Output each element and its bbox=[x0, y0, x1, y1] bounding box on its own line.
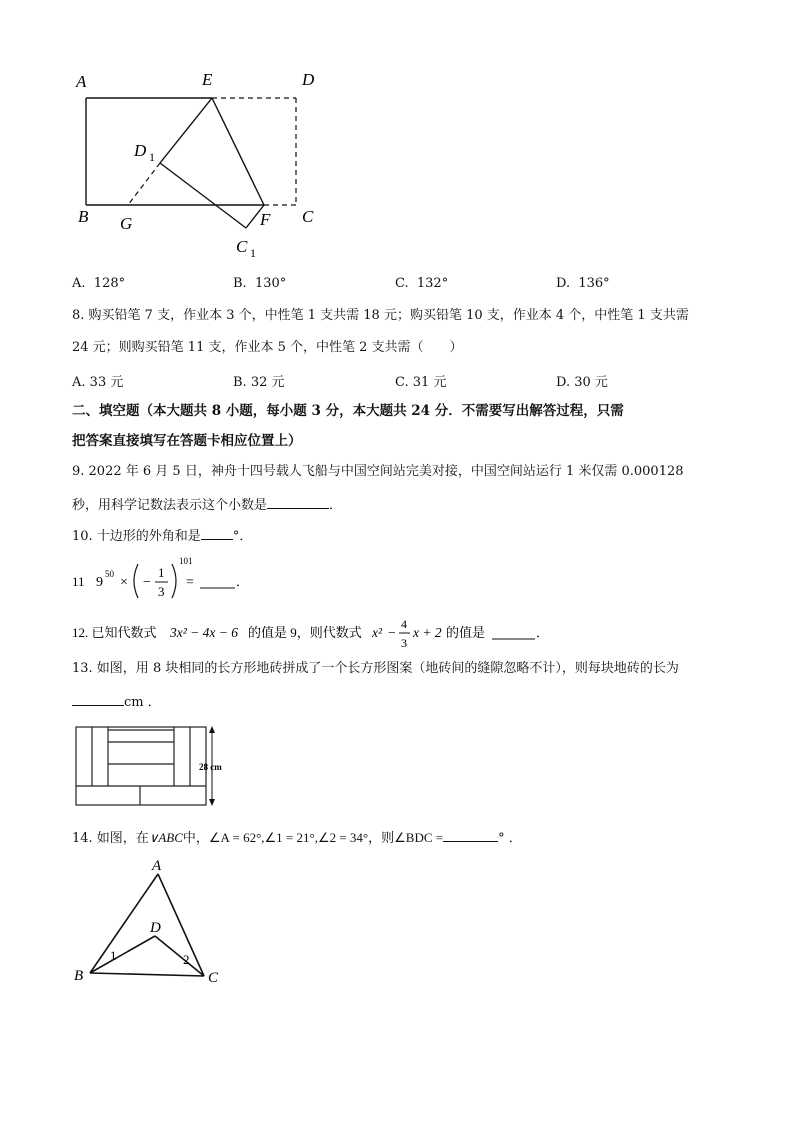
q10-line: 10. 十边形的外角和是 °． bbox=[72, 529, 253, 544]
dashed-d1g bbox=[128, 163, 160, 205]
section2-heading-line1: 二、填空题（本大题共 8 小题，每小题 3 分，本大题共 24 分．不需要写出解答过程，只需 bbox=[72, 403, 624, 419]
q8-option-c: C. 31 元 bbox=[395, 375, 447, 390]
label-angle-2: 2 bbox=[183, 952, 190, 967]
q11-minus: − bbox=[143, 575, 151, 590]
q11-base: 9 bbox=[96, 575, 103, 590]
q12-end: ． bbox=[536, 625, 550, 640]
figure-folded-rectangle bbox=[70, 65, 340, 265]
label-B: B bbox=[74, 968, 84, 984]
label-C1: C bbox=[236, 237, 248, 256]
label-C1-sub: 1 bbox=[250, 246, 256, 260]
edge-ac bbox=[158, 874, 204, 976]
label-D: D bbox=[302, 70, 315, 89]
q12-expr1: 3x² − 4x − 6 bbox=[170, 625, 239, 640]
edge-ef bbox=[212, 98, 264, 205]
q12-mid: 的值是 9，则代数式 bbox=[248, 625, 362, 640]
q11-frac-num: 1 bbox=[158, 565, 165, 580]
label-C: C bbox=[208, 970, 219, 986]
q8-option-d: D. 30 元 bbox=[556, 375, 608, 390]
q7-option-b: B. 130° bbox=[233, 276, 287, 291]
q12-minus: − bbox=[388, 625, 396, 640]
q11-left-paren bbox=[134, 564, 138, 598]
q12-line bbox=[70, 610, 570, 656]
q12-tail: x + 2 bbox=[413, 625, 442, 640]
q7-option-d: D. 136° bbox=[556, 276, 610, 291]
label-B: B bbox=[78, 207, 89, 226]
tile-outer bbox=[76, 727, 206, 805]
label-D1-sub: 1 bbox=[149, 150, 155, 164]
q14-answer-blank bbox=[443, 829, 498, 842]
edge-d1c1 bbox=[160, 163, 246, 228]
edge-ed1 bbox=[160, 98, 212, 163]
q11-number: 11 bbox=[72, 574, 85, 589]
q11-eq: = bbox=[186, 575, 194, 590]
q7-option-a: A. 128° bbox=[72, 276, 126, 291]
q14-line: 14. 如图，在∨ABC中，∠A = 62°,∠1 = 21°,∠2 = 34°，则∠BDC = ° ． bbox=[72, 830, 522, 846]
q13-answer-blank bbox=[72, 693, 124, 706]
q9-line1: 9. 2022 年 6 月 5 日，神舟十四号载人飞船与中国空间站完美对接，中国空间站运行 1 米仅需 0.000128 bbox=[72, 464, 684, 479]
q12-prefix: 12. 已知代数式 bbox=[72, 625, 157, 640]
label-G: G bbox=[120, 214, 133, 233]
figure-triangle bbox=[70, 858, 230, 988]
label-A: A bbox=[152, 858, 162, 874]
q11-expression bbox=[70, 552, 270, 604]
label-angle-1: 1 bbox=[110, 948, 117, 963]
edge-ab bbox=[90, 874, 158, 973]
dim-label: 28 cm bbox=[199, 762, 222, 772]
label-C: C bbox=[302, 207, 314, 226]
q13-line1: 13. 如图，用 8 块相同的长方形地砖拼成了一个长方形图案（地砖间的缝隙忽略不计），则每块地砖的长为 bbox=[72, 661, 679, 676]
label-D: D bbox=[150, 920, 161, 936]
q9-answer-blank bbox=[267, 496, 329, 509]
q8-line2: 24 元；则购买铅笔 11 支，作业本 5 个，中性笔 2 支共需（ ） bbox=[72, 340, 463, 355]
label-E: E bbox=[202, 70, 213, 89]
q12-frac-den: 3 bbox=[401, 636, 407, 650]
edge-bd bbox=[90, 936, 155, 973]
q11-frac-den: 3 bbox=[158, 584, 165, 599]
label-A: A bbox=[76, 72, 87, 91]
q13-line2: cm ． bbox=[72, 693, 161, 711]
q12-suffix: 的值是 bbox=[446, 625, 486, 640]
label-D1: D bbox=[134, 141, 147, 160]
q8-line1: 8. 购买铅笔 7 支，作业本 3 个，中性笔 1 支共需 18 元；购买铅笔 10 支，作业本 4 个，中性笔 1 支共需 bbox=[72, 308, 689, 323]
section2-heading-line2: 把答案直接填写在答题卡相应位置上） bbox=[72, 433, 302, 449]
label-F: F bbox=[260, 210, 271, 229]
q11-end: ． bbox=[236, 574, 250, 589]
q9-line2: 秒，用科学记数法表示这个小数是 ． bbox=[72, 498, 343, 513]
q7-option-c: C. 132° bbox=[395, 276, 449, 291]
q11-exp1: 50 bbox=[105, 569, 114, 579]
q11-exp2: 101 bbox=[179, 556, 193, 566]
q11-times: × bbox=[120, 575, 128, 590]
q12-x2: x² bbox=[372, 625, 383, 640]
q12-frac-num: 4 bbox=[401, 617, 407, 631]
figure-tiles bbox=[72, 722, 247, 810]
edge-bc bbox=[90, 973, 204, 976]
q8-option-a: A. 33 元 bbox=[72, 375, 124, 390]
edge-dc bbox=[155, 936, 204, 976]
q11-right-paren bbox=[172, 564, 176, 598]
q8-option-b: B. 32 元 bbox=[233, 375, 285, 390]
q10-answer-blank bbox=[201, 527, 233, 540]
